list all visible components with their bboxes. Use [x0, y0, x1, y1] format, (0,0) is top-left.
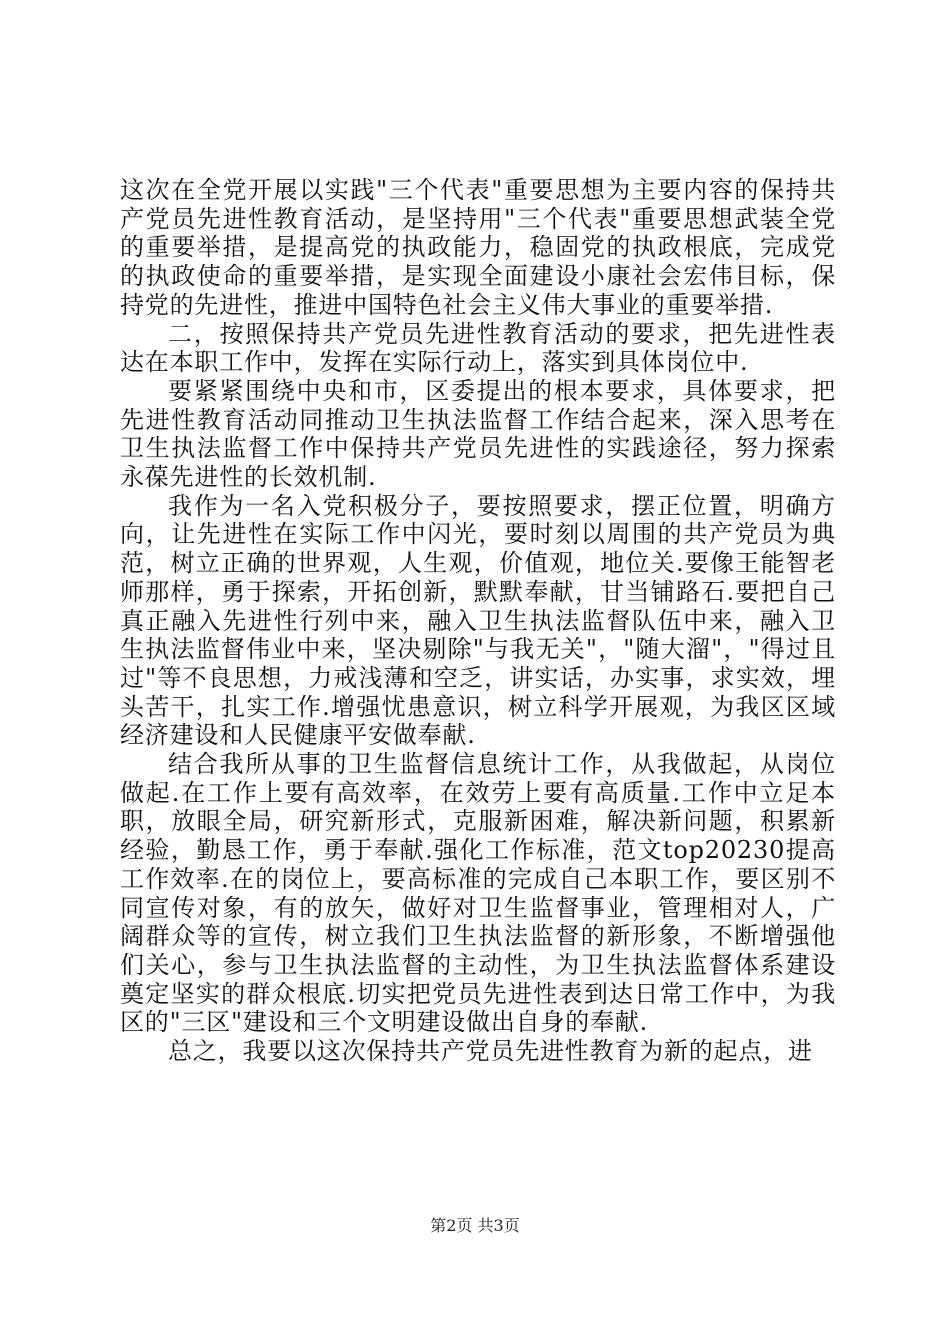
paragraph-5: 结合我所从事的卫生监督信息统计工作，从我做起，从岗位做起.在工作上要有高效率，在效劳上要有高质量.工作中立足本职，放眼全局，研究新形式，克服新困难，解决新问题，积累新经验，勤恳工作，勇于奉献.强化工作标准，范文top20230提高工作效率.在的岗位上，要高标准的完成自己本职工作，要区别不同宣传对象，有的放矢，做好对卫生监督事业，管理相对人，广阔群众等的宣传，树立我们卫生执法监督的新形象，不断增强他们关心，参与卫生执法监督的主动性，为卫生执法监督体系建设奠定坚实的群众根底.切实把党员先进性表到达日常工作中，为我区的"三区"建设和三个文明建设做出自身的奉献. — [120, 750, 836, 1037]
paragraph-3: 要紧紧围绕中央和市，区委提出的根本要求，具体要求，把先进性教育活动同推动卫生执法监督工作结合起来，深入思考在卫生执法监督工作中保持共产党员先进性的实践途径，努力探索永葆先进性的长效机制. — [120, 376, 836, 492]
paragraph-6: 总之，我要以这次保持共产党员先进性教育为新的起点，进 — [168, 1037, 813, 1066]
paragraph-2: 二，按照保持共产党员先进性教育活动的要求，把先进性表达在本职工作中，发挥在实际行动上，落实到具体岗位中. — [120, 319, 836, 377]
page-footer: 第2页 共3页 — [430, 1216, 520, 1235]
paragraph-1: 这次在全党开展以实践"三个代表"重要思想为主要内容的保持共产党员先进性教育活动，是坚持用"三个代表"重要思想武装全党的重要举措，是提高党的执政能力，稳固党的执政根底，完成党的执政使命的重要举措，是实现全面建设小康社会宏伟目标，保持党的先进性，推进中国特色社会主义伟大事业的重要举措. — [120, 176, 836, 319]
document-body — [120, 176, 836, 1066]
paragraph-4: 我作为一名入党积极分子，要按照要求，摆正位置，明确方向，让先进性在实际工作中闪光，要时刻以周围的共产党员为典范，树立正确的世界观，人生观，价值观，地位关.要像王能智老师那样，勇于探索，开拓创新，默默奉献，甘当铺路石.要把自己真正融入先进性行列中来，融入卫生执法监督队伍中来，融入卫生执法监督伟业中来，坚决剔除"与我无关"，"随大溜"，"得过且过"等不良思想，力戒浅薄和空乏，讲实话，办实事，求实效，埋头苦干，扎实工作.增强忧患意识，树立科学开展观，为我区区域经济建设和人民健康平安做奉献. — [120, 491, 836, 750]
